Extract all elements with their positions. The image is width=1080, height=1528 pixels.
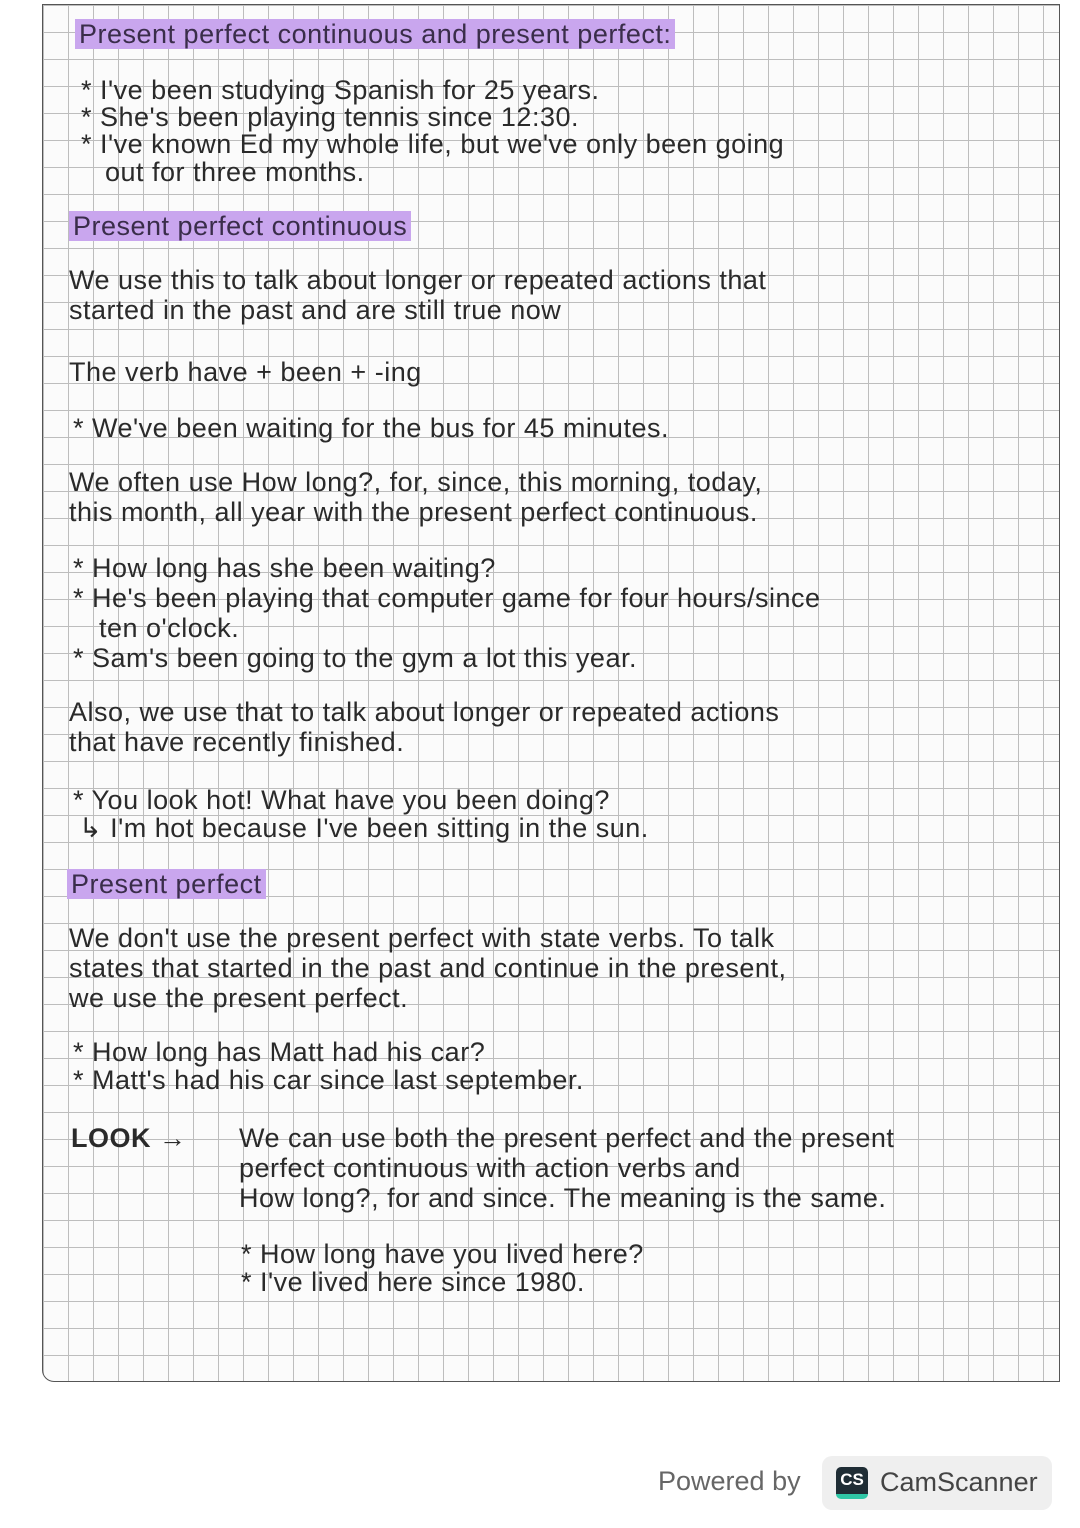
text-line: that have recently finished. [69,727,405,757]
heading-present-perfect-continuous-and-present-perfect: Present perfect continuous and present perfect: [75,19,675,49]
text-line: The verb have + been + -ing [69,357,422,387]
example-line: * You look hot! What have you been doing? [73,785,610,815]
camscanner-badge[interactable] [822,1456,1052,1510]
text-line: Also, we use that to talk about longer or repeated actions [69,697,780,727]
example-line: * We've been waiting for the bus for 45 minutes. [73,413,669,443]
example-line: out for three months. [105,157,365,187]
example-line: * I've known Ed my whole life, but we've only been going [81,129,785,159]
camscanner-brand: CamScanner [880,1467,1038,1497]
text-line: states that started in the past and continue in the present, [69,953,787,983]
example-line: * How long have you lived here? [241,1239,644,1269]
text-line: We use this to talk about longer or repeated actions that [69,265,767,295]
example-line: ↳ I'm hot because I've been sitting in the sun. [79,813,649,843]
powered-by-label: Powered by [658,1466,801,1496]
grid-paper-page [42,4,1060,1382]
text-line: this month, all year with the present perfect continuous. [69,497,758,527]
example-line: * Matt's had his car since last september. [73,1065,584,1095]
example-line: * How long has she been waiting? [73,553,496,583]
camscanner-logo-icon: CS [836,1467,868,1499]
example-line: * I've been studying Spanish for 25 years. [81,75,600,105]
text-line: How long?, for and since. The meaning is the same. [239,1183,887,1213]
text-line: We can use both the present perfect and the present [239,1123,895,1153]
text-line: We often use How long?, for, since, this morning, today, [69,467,763,497]
look-label: LOOK → [71,1123,187,1153]
example-line: * He's been playing that computer game for four hours/since [73,583,821,613]
text-line: perfect continuous with action verbs and [239,1153,741,1183]
text-line: started in the past and are still true now [69,295,562,325]
example-line: ten o'clock. [99,613,240,643]
heading-present-perfect-continuous: Present perfect continuous [69,211,411,241]
example-line: * Sam's been going to the gym a lot this year. [73,643,637,673]
heading-present-perfect: Present perfect [67,869,266,899]
text-line: We don't use the present perfect with state verbs. To talk [69,923,775,953]
example-line: * She's been playing tennis since 12:30. [81,102,579,132]
example-line: * How long has Matt had his car? [73,1037,486,1067]
example-line: * I've lived here since 1980. [241,1267,585,1297]
text-line: we use the present perfect. [69,983,409,1013]
